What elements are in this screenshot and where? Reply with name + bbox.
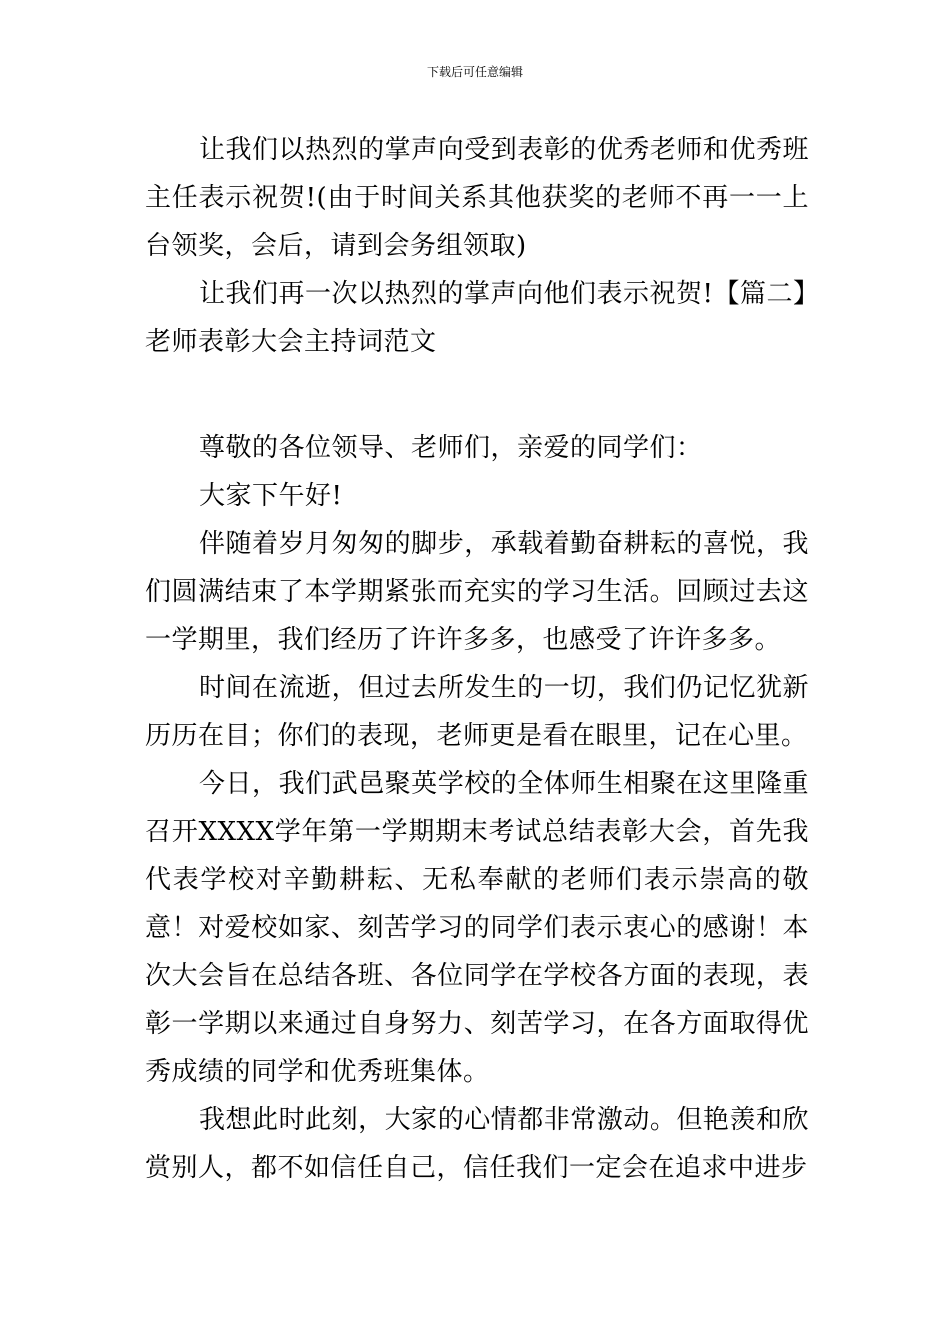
- paragraph-assembly-purpose: 今日，我们武邑聚英学校的全体师生相聚在这里隆重召开XXXX学年第一学期期末考试总结表彰大会，首先我代表学校对辛勤耕耘、无私奉献的老师们表示崇高的敬意！对爱校如家、刻苦学习的同学们表示衷心的感谢！本次大会旨在总结各班、各位同学在学校各方面的表现，表彰一学期以来通过自身努力、刻苦学习，在各方面取得优秀成绩的同学和优秀班集体。: [145, 769, 809, 1087]
- paragraph-congratulations-again: 让我们再一次以热烈的掌声向他们表示祝贺!【篇二】: [199, 279, 820, 309]
- paragraph-greeting: 大家下午好!: [199, 481, 343, 511]
- paragraph-salutation: 尊敬的各位领导、老师们，亲爱的同学们：: [199, 433, 703, 463]
- document-body: [145, 126, 820, 1192]
- page-header-note: 下载后可任意编辑: [426, 65, 523, 79]
- paragraph-congratulations: 让我们以热烈的掌声向受到表彰的优秀老师和优秀班主任表示祝贺!(由于时间关系其他获奖的老师不再一一上台领奖，会后，请到会务组领取): [145, 135, 809, 261]
- paragraph-closing-thoughts: 我想此时此刻，大家的心情都非常激动。但艳羡和欣赏别人，都不如信任自己，信任我们一定会在追求中进步: [145, 1105, 809, 1183]
- paragraph-memories: 时间在流逝，但过去所发生的一切，我们仍记忆犹新历历在目；你们的表现，老师更是看在眼里，记在心里。: [145, 673, 809, 751]
- paragraph-semester-review: 伴随着岁月匆匆的脚步，承载着勤奋耕耘的喜悦，我们圆满结束了本学期紧张而充实的学习生活。回顾过去这一学期里，我们经历了许许多多，也感受了许许多多。: [145, 529, 809, 655]
- blank-line: [145, 366, 809, 424]
- section-title: 老师表彰大会主持词范文: [145, 327, 437, 357]
